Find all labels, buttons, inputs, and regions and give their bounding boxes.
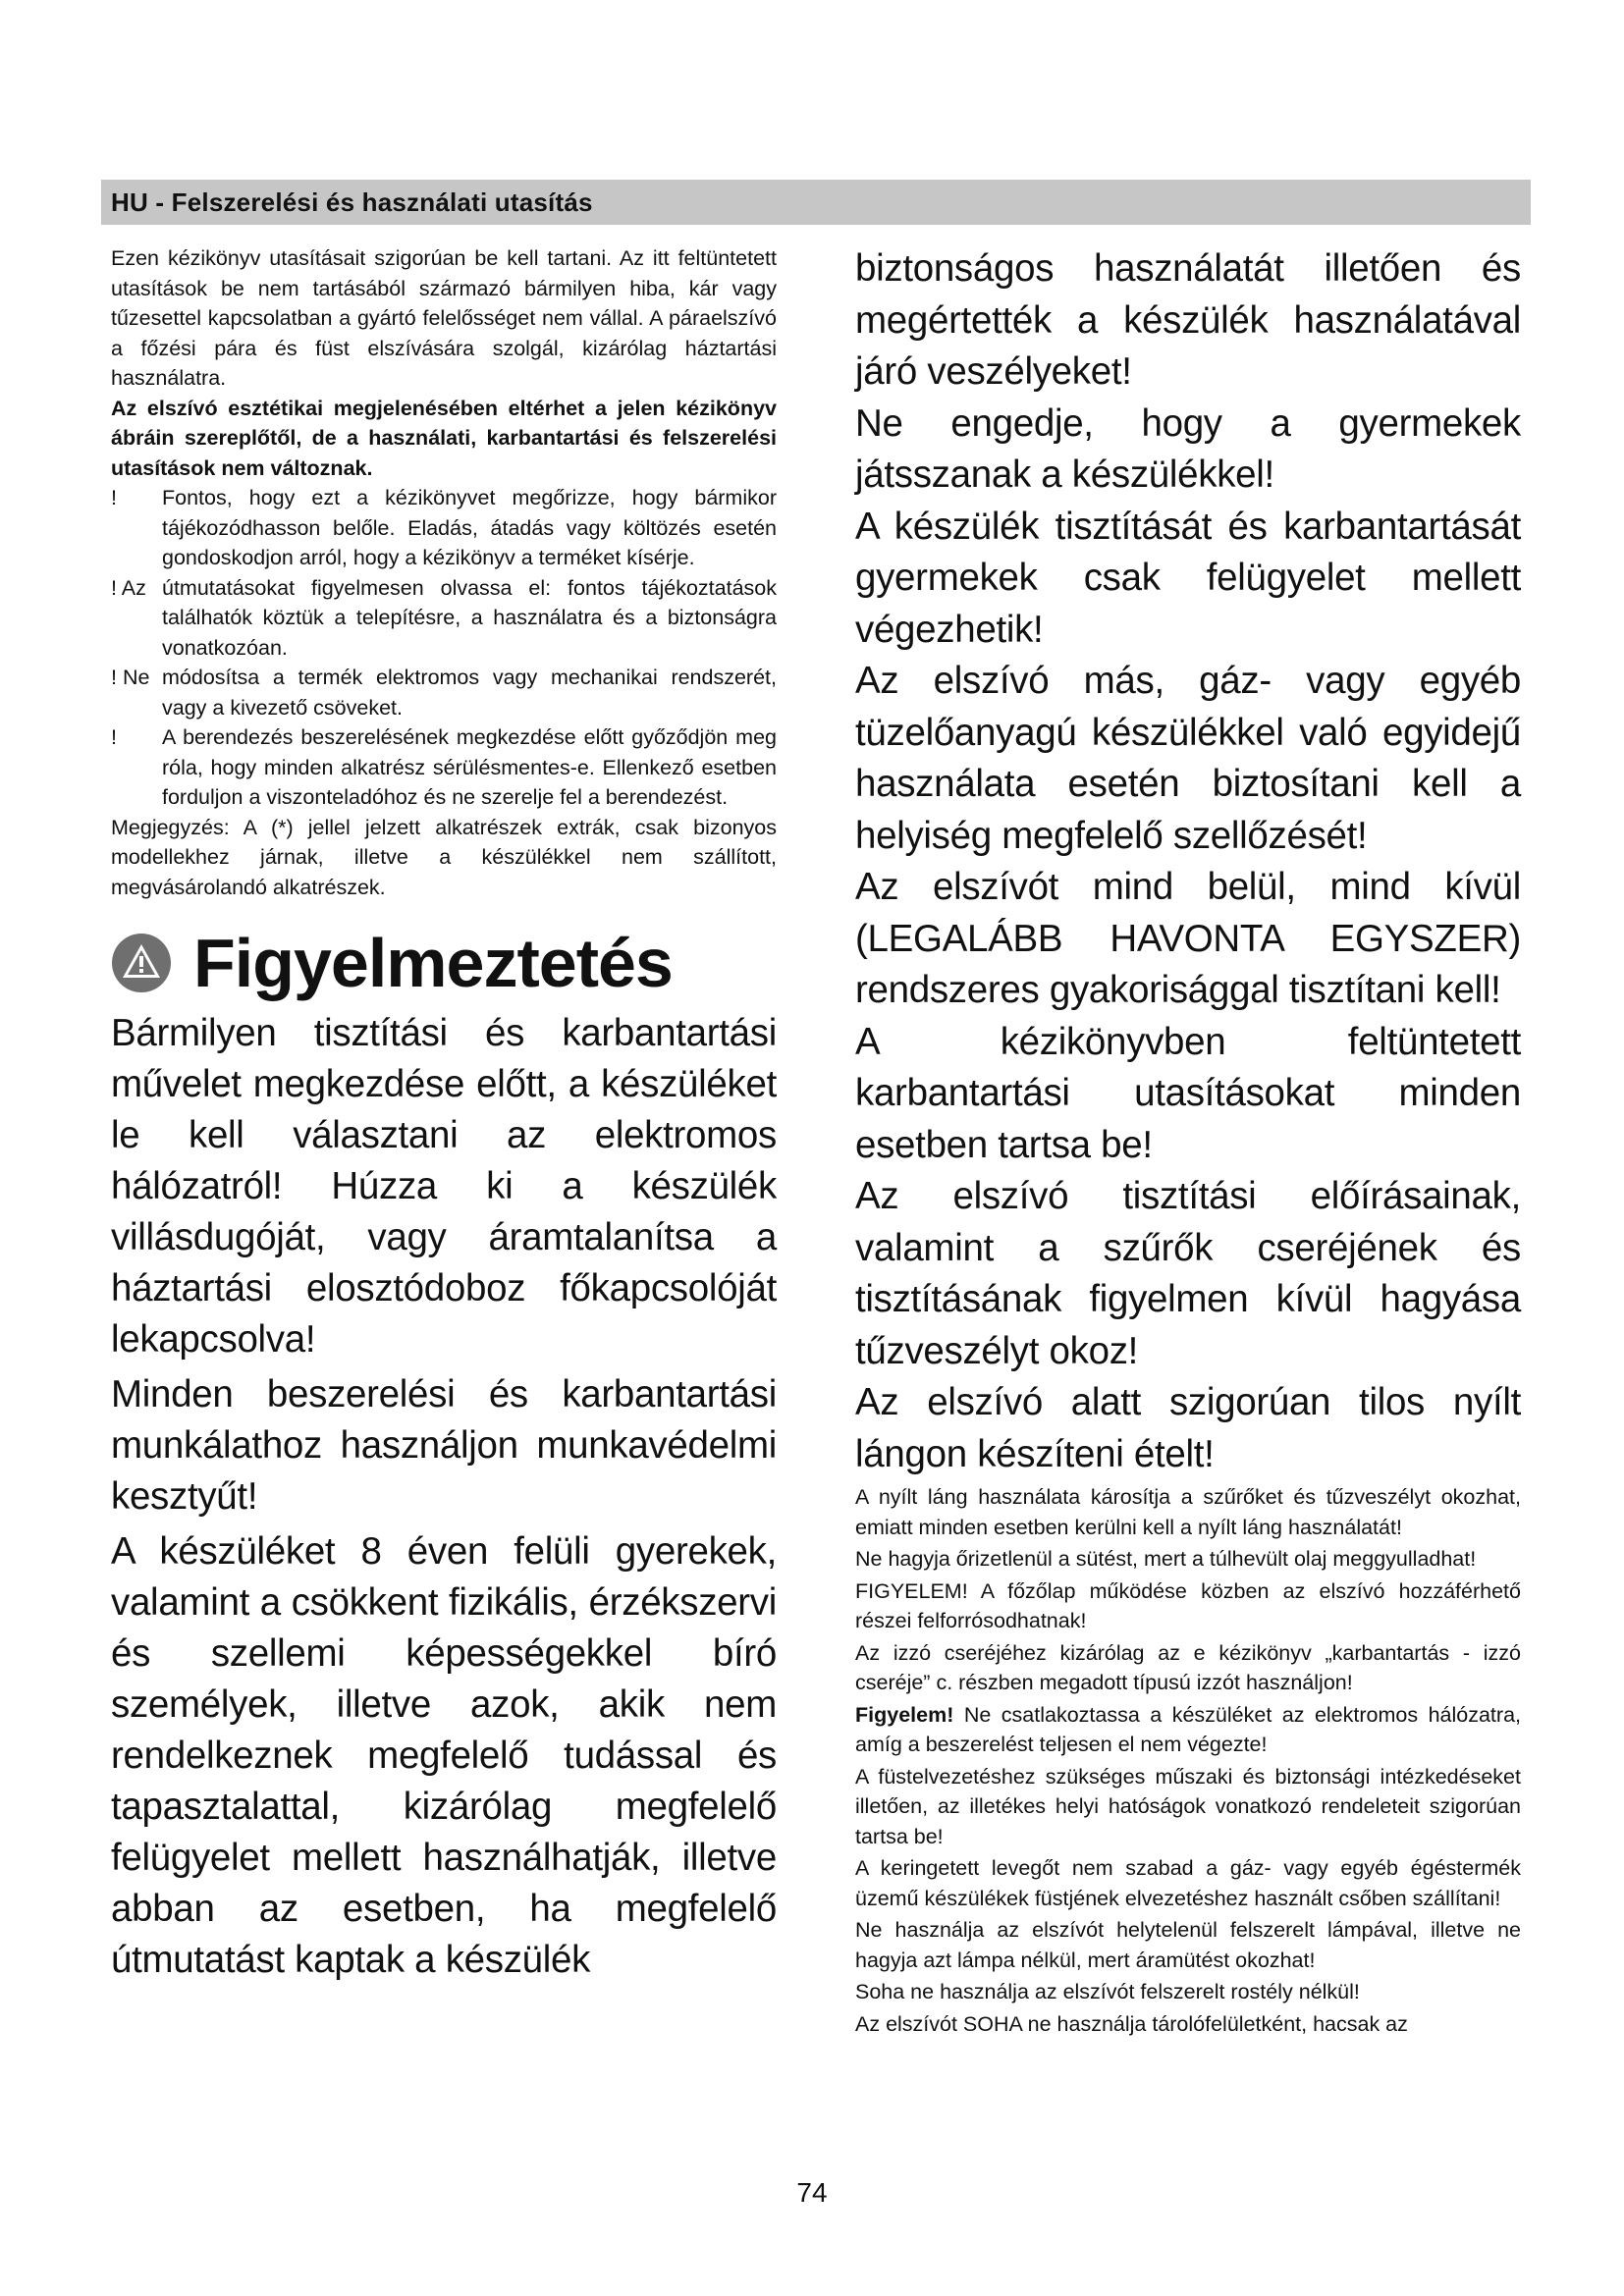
warning-paragraph: A készüléket 8 éven felüli gyerekek, valamint a csökkent fizikális, érzékszervi és szellemi képességekkel bíró személyek, illetve azok, akik nem rendelkeznek megfelelő tudással és tapasztalattal, kizárólag megfelelő felügyelet mellett használhatják, illetve abban az esetben, ha megfelelő útmutatást kaptak a készülék	[111, 1530, 777, 1981]
warning-heading	[111, 924, 777, 1002]
left-column	[111, 243, 777, 1986]
safety-note-text: Ne csatlakoztassa a készüléket az elektromos hálózatra, amíg a beszerelést teljesen el nem végezte!	[855, 1702, 1521, 1756]
safety-note-text: Soha ne használja az elszívót felszerelt rostély nélkül!	[855, 1980, 1360, 2003]
right-column	[855, 243, 1521, 2039]
warning-paragraph: A kézikönyvben feltüntetett karbantartási utasításokat minden esetben tartsa be!	[855, 1020, 1521, 1166]
warning-paragraph: Az elszívót mind belül, mind kívül (LEGALÁBB HAVONTA EGYSZER) rendszeres gyakorisággal tisztítani kell!	[855, 866, 1521, 1011]
safety-note-lead: Figyelem!	[855, 1702, 954, 1727]
bullet-mark: !	[111, 725, 117, 749]
warning-paragraph: Az elszívó más, gáz- vagy egyéb tüzelőanyagú készülékkel való egyidejű használata esetén biztosítani kell a helyiség megfelelő szellőzését!	[855, 660, 1521, 857]
warning-paragraph: Ne engedje, hogy a gyermekek játsszanak a készülékkel!	[855, 401, 1521, 496]
appearance-note: Az elszívó esztétikai megjelenésében eltérhet a jelen kézikönyv ábráin szereplőtől, de a használati, karbantartási és felszerelési utasítások nem változnak.	[111, 396, 777, 480]
bullet-item	[111, 663, 777, 722]
bullet-item	[111, 483, 777, 573]
bullet-mark: ! Ne	[111, 666, 150, 689]
bullet-mark: ! Az	[111, 575, 146, 600]
warning-paragraph: Az elszívó alatt szigorúan tilos nyílt lángon készíteni ételt!	[855, 1381, 1521, 1475]
page-number: 74	[796, 2177, 828, 2208]
safety-note-text: A nyílt láng használata károsítja a szűrőket és tűzveszélyt okozhat, emiatt minden esetben kerülni kell a nyílt láng használatát!	[855, 1485, 1521, 1539]
warning-paragraph: Minden beszerelési és karbantartási munkálathoz használjon munkavédelmi kesztyűt!	[111, 1373, 777, 1518]
safety-note	[855, 1700, 1521, 1760]
warning-paragraph: Bármilyen tisztítási és karbantartási művelet megkezdése előtt, a készüléket le kell választani az elektromos hálózatról! Húzza ki a készülék villásdugóját, vagy áramtalanítsa a háztartási elosztódoboz főkapcsolóját lekapcsolva!	[111, 1012, 777, 1361]
safety-note	[855, 2009, 1521, 2040]
safety-note	[855, 1915, 1521, 1975]
safety-note-text: Ne hagyja őrizetlenül a sütést, mert a túlhevült olaj meggyulladhat!	[855, 1547, 1477, 1571]
bullet-text: útmutatásokat figyelmesen olvassa el: fontos tájékoztatások találhatók köztük a telepítésre, a használatra és a biztonságra vonatkozóan.	[162, 575, 777, 660]
safety-note	[855, 1853, 1521, 1913]
safety-note	[855, 1762, 1521, 1852]
safety-note	[855, 1482, 1521, 1542]
intro-paragraph: Ezen kézikönyv utasításait szigorúan be kell tartani. Az itt feltüntetett utasítások be nem tartásából származó bármilyen hiba, kár vagy tűzesettel kapcsolatban a gyártó felelősséget nem vállal. A páraelszívó a főzési pára és füst elszívására szolgál, kizárólag háztartási használatra.	[111, 246, 777, 390]
bullet-mark: !	[111, 486, 117, 509]
warning-paragraph: A készülék tisztítását és karbantartását gyermekek csak felügyelet mellett végezhetik!	[855, 505, 1521, 651]
warning-title: Figyelmeztetés	[193, 925, 673, 1001]
bullet-text: módosítsa a termék elektromos vagy mechanikai rendszerét, vagy a kivezető csöveket.	[162, 666, 777, 720]
safety-note-text: FIGYELEM! A főzőlap működése közben az elszívó hozzáférhető részei felforrósodhatnak!	[855, 1578, 1521, 1632]
safety-note-text: Ne használja az elszívót helytelenül felszerelt lámpával, illetve ne hagyja azt lámpa nélkül, mert áramütést okozhat!	[855, 1918, 1521, 1972]
warning-paragraph: biztonságos használatát illetően és megértették a készülék használatával járó veszélyeket!	[855, 247, 1521, 393]
bullet-text: Fontos, hogy ezt a kézikönyvet megőrizze, hogy bármikor tájékozódhasson belőle. Eladás, átadás vagy költözés esetén gondoskodjon arról, hogy a kézikönyv a terméket kísérje.	[162, 486, 777, 569]
bullet-item	[111, 722, 777, 813]
safety-note	[855, 1576, 1521, 1636]
warning-paragraph: Az elszívó tisztítási előírásainak, valamint a szűrők cseréjének és tisztításának figyelmen kívül hagyása tűzveszélyt okoz!	[855, 1175, 1521, 1372]
safety-note	[855, 1638, 1521, 1698]
safety-note-text: Az elszívót SOHA ne használja tárolófelületként, hacsak az	[855, 2011, 1408, 2036]
safety-note-text: A keringetett levegőt nem szabad a gáz- vagy egyéb égéstermék üzemű készülékek füstjének elvezetéshez használt csőben szállítani!	[855, 1856, 1521, 1910]
section-header	[101, 180, 1531, 225]
bullet-item	[111, 573, 777, 664]
safety-note-text: A füstelvezetéshez szükséges műszaki és biztonsági intézkedéseket illetően, az illetékes helyi hatóságok vonatkozó rendeleteit szigorúan tartsa be!	[855, 1764, 1521, 1848]
section-title: HU - Felszerelési és használati utasítás	[111, 187, 593, 217]
safety-note	[855, 1544, 1521, 1575]
safety-note-text: Az izzó cseréjéhez kizárólag az e kézikönyv „karbantartás - izzó cseréje” c. részben megadott típusú izzót használjon!	[855, 1640, 1521, 1694]
safety-note	[855, 1977, 1521, 2007]
warning-triangle-icon	[111, 933, 172, 993]
bullet-text: A berendezés beszerelésének megkezdése előtt győződjön meg róla, hogy minden alkatrész sérülésmentes-e. Ellenkező esetben forduljon a viszonteladóhoz és ne szerelje fel a berendezést.	[162, 725, 777, 809]
note-paragraph: Megjegyzés: A (*) jellel jelzett alkatrészek extrák, csak bizonyos modellekhez járnak, illetve a készülékkel nem szállított, megvásárolandó alkatrészek.	[111, 815, 777, 899]
